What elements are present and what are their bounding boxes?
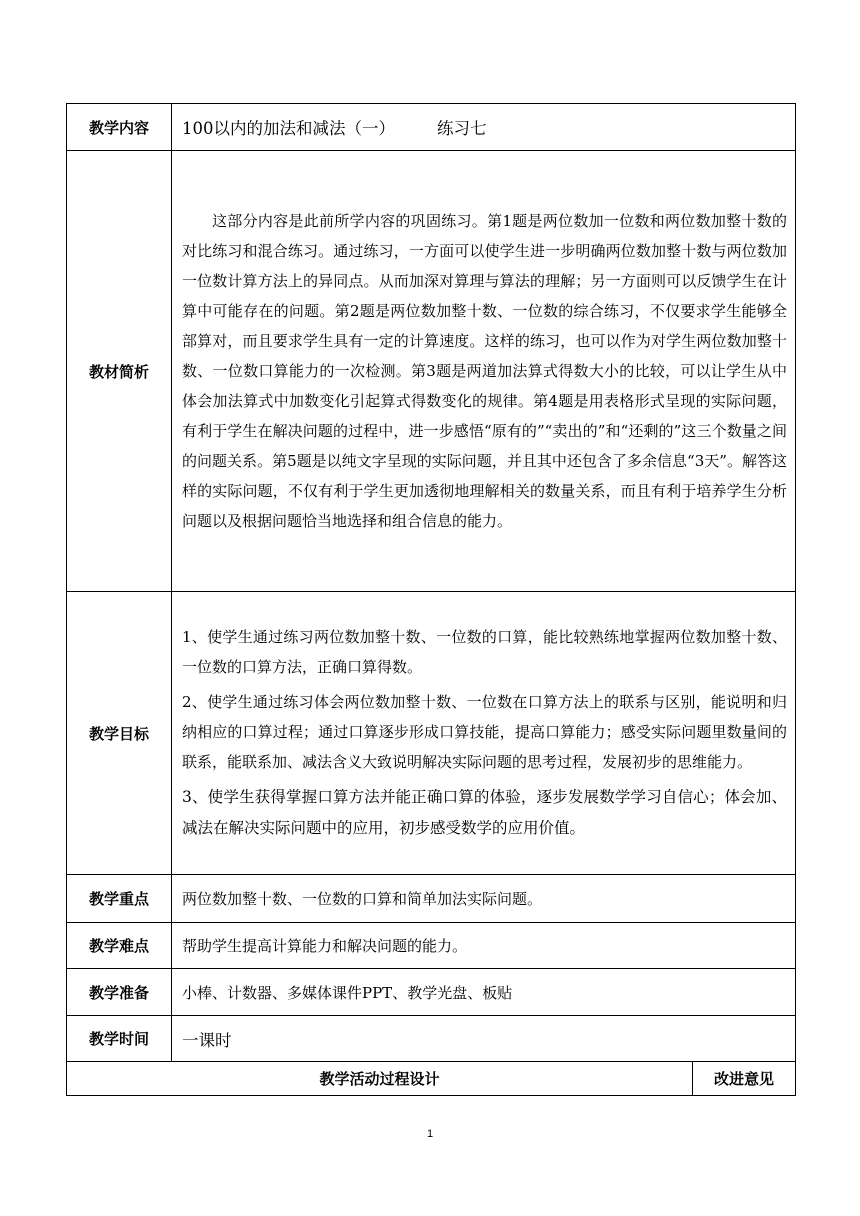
row-content xyxy=(67,104,796,151)
lesson-plan-table xyxy=(66,103,796,1096)
lesson-title-cell xyxy=(172,104,796,151)
row-difficulty xyxy=(67,923,796,969)
preparation-text: 小棒、计数器、多媒体课件PPT、教学光盘、板贴 xyxy=(172,969,796,1016)
lesson-title: 100以内的加法和减法（一） xyxy=(182,119,395,138)
row-goals xyxy=(67,592,796,875)
page-number: 1 xyxy=(426,1128,434,1140)
analysis-text: 这部分内容是此前所学内容的巩固练习。第1题是两位数加一位数和两位数加整十数的对比练习和混合练习。通过练习，一方面可以使学生进一步明确两位数加整十数与两位数加一位数计算方法上的异同点。从而加深对算理与算法的理解；另一方面则可以反馈学生在计算中可能存在的问题。第2题是两位数加整十数、一位数的综合练习，不仅要求学生能够全部算对，而且要求学生具有一定的计算速度。这样的练习，也可以作为对学生两位数加整十数、一位数口算能力的一次检测。第3题是两道加法算式得数大小的比较，可以让学生从中体会加法算式中加数变化引起算式得数变化的规律。第4题是用表格形式呈现的实际问题，有利于学生在解决问题的过程中，进一步感悟“原有的”“卖出的”和“还剩的”这三个数量之间的问题关系。第5题是以纯文字呈现的实际问题，并且其中还包含了多余信息“3天”。解答这样的实际问题，不仅有利于学生更加透彻地理解相关的数量关系，而且有利于培养学生分析问题以及根据问题恰当地选择和组合信息的能力。 xyxy=(182,212,787,530)
label-preparation: 教学准备 xyxy=(67,969,172,1016)
analysis-cell xyxy=(172,151,796,592)
difficulty-text: 帮助学生提高计算能力和解决问题的能力。 xyxy=(172,923,796,969)
goal-item-1: 1、使学生通过练习两位数加整十数、一位数的口算，能比较熟练地掌握两位数加整十数、一位数的口算方法，正确口算得数。 xyxy=(182,628,787,676)
goal-item-3: 3、使学生获得掌握口算方法并能正确口算的体验，逐步发展数学学习自信心；体会加、减法在解决实际问题中的应用，初步感受数学的应用价值。 xyxy=(182,788,787,837)
lesson-subtitle: 练习七 xyxy=(437,119,487,138)
improve-header: 改进意见 xyxy=(693,1062,796,1096)
row-analysis xyxy=(67,151,796,592)
row-time xyxy=(67,1016,796,1062)
label-content: 教学内容 xyxy=(67,104,172,151)
label-analysis: 教材简析 xyxy=(67,151,172,592)
label-key-points: 教学重点 xyxy=(67,875,172,923)
label-difficulty: 教学难点 xyxy=(67,923,172,969)
process-header: 教学活动过程设计 xyxy=(67,1062,693,1096)
key-points-text: 两位数加整十数、一位数的口算和简单加法实际问题。 xyxy=(172,875,796,923)
goal-item-2: 2、使学生通过练习体会两位数加整十数、一位数在口算方法上的联系与区别，能说明和归纳相应的口算过程；通过口算逐步形成口算技能，提高口算能力；感受实际问题里数量间的联系，能联系加、减法含义大致说明解决实际问题的思考过程，发展初步的思维能力。 xyxy=(182,693,787,771)
time-text: 一课时 xyxy=(172,1016,796,1062)
row-key-points xyxy=(67,875,796,923)
goals-cell xyxy=(172,592,796,875)
label-time: 教学时间 xyxy=(67,1016,172,1062)
label-goals: 教学目标 xyxy=(67,592,172,875)
row-preparation xyxy=(67,969,796,1016)
row-process-header xyxy=(67,1062,796,1096)
